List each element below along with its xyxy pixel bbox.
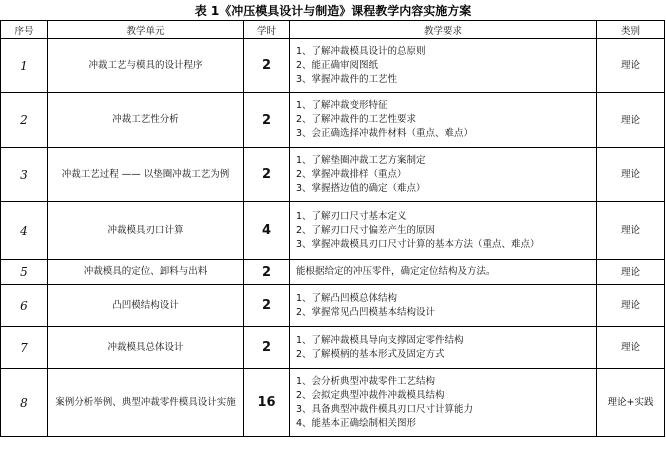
header-number: 序号	[1, 21, 48, 39]
table-row	[1, 93, 665, 148]
class-hours: 2	[244, 39, 290, 93]
requirement-item: 1、了解凸凹模总体结构	[296, 292, 398, 304]
teaching-requirements	[290, 327, 597, 369]
row-number: 7	[1, 327, 48, 369]
header-unit: 教学单元	[48, 21, 244, 39]
requirement-item: 1、了解冲裁模具导向支撑固定零件结构	[296, 334, 464, 346]
teaching-requirements	[290, 39, 597, 93]
teaching-unit: 案例分析举例、典型冲裁零件模具设计实施	[48, 369, 244, 437]
table-row	[1, 148, 665, 202]
requirement-item: 1、了解冲裁模具设计的总原则	[296, 45, 426, 57]
table-row	[1, 369, 665, 437]
header-requirements: 教学要求	[290, 21, 597, 39]
table-row	[1, 202, 665, 260]
teaching-requirements	[290, 148, 597, 202]
header-category: 类别	[597, 21, 665, 39]
table-row	[1, 327, 665, 369]
teaching-requirements	[290, 202, 597, 260]
row-number: 5	[1, 260, 48, 285]
requirement-item: 3、掌握搭边值的确定（难点）	[296, 182, 426, 194]
row-number: 2	[1, 93, 48, 148]
category: 理论	[597, 285, 665, 327]
requirement-item: 2、能正确审阅图纸	[296, 59, 379, 71]
requirement-item: 1、了解刃口尺寸基本定义	[296, 210, 407, 222]
row-number: 4	[1, 202, 48, 260]
teaching-unit: 冲裁模具刃口计算	[48, 202, 244, 260]
teaching-unit: 冲裁工艺与模具的设计程序	[48, 39, 244, 93]
requirement-item: 2、了解冲裁件的工艺性要求	[296, 114, 417, 125]
category: 理论	[597, 260, 665, 285]
category: 理论	[597, 93, 665, 148]
teaching-unit: 冲裁工艺过程 —— 以垫圈冲裁工艺为例	[48, 148, 244, 202]
category: 理论	[597, 148, 665, 202]
teaching-unit: 冲裁模具总体设计	[48, 327, 244, 369]
requirement-item: 3、掌握冲裁件的工艺性	[296, 73, 398, 85]
requirement-item: 1、了解冲裁变形特征	[296, 100, 388, 111]
table-row	[1, 260, 665, 285]
row-number: 8	[1, 369, 48, 437]
table-title: 表 1《冲压模具设计与制造》课程教学内容实施方案	[194, 4, 472, 18]
requirement-item: 1、会分析典型冲裁零件工艺结构	[296, 375, 436, 387]
category: 理论+实践	[597, 369, 665, 437]
teaching-requirements	[290, 369, 597, 437]
table-row	[1, 285, 665, 327]
teaching-unit: 凸凹模结构设计	[48, 285, 244, 327]
class-hours: 2	[244, 285, 290, 327]
course-plan-table	[0, 20, 665, 437]
class-hours: 2	[244, 148, 290, 202]
teaching-unit: 冲裁模具的定位、卸料与出料	[48, 260, 244, 285]
requirement-item: 3、掌握冲裁模具刃口尺寸计算的基本方法（重点、难点）	[296, 238, 540, 250]
header-hours: 学时	[244, 21, 290, 39]
requirement-item: 2、会拟定典型冲裁件冲裁模具结构	[296, 389, 445, 401]
class-hours: 2	[244, 327, 290, 369]
category: 理论	[597, 327, 665, 369]
category: 理论	[597, 202, 665, 260]
requirement-item: 2、掌握冲裁排样（重点）	[296, 168, 407, 180]
header-row	[1, 21, 665, 39]
class-hours: 4	[244, 202, 290, 260]
requirement-item: 3、会正确选择冲裁件材料（重点、难点）	[296, 128, 474, 139]
teaching-requirements	[290, 93, 597, 148]
teaching-unit: 冲裁工艺性分析	[48, 93, 244, 148]
row-number: 3	[1, 148, 48, 202]
category: 理论	[597, 39, 665, 93]
row-number: 1	[1, 39, 48, 93]
class-hours: 16	[244, 369, 290, 437]
class-hours: 2	[244, 260, 290, 285]
class-hours: 2	[244, 93, 290, 148]
requirement-item: 2、掌握常见凸凹模基本结构设计	[296, 306, 436, 318]
requirement-item: 能根据给定的冲压零件，确定定位结构及方法。	[296, 266, 496, 277]
teaching-requirements	[290, 285, 597, 327]
requirement-item: 2、了解刃口尺寸偏差产生的原因	[296, 224, 436, 236]
table-row	[1, 39, 665, 93]
row-number: 6	[1, 285, 48, 327]
requirement-item: 3、具备典型冲裁件模具刃口尺寸计算能力	[296, 403, 474, 415]
requirement-item: 4、能基本正确绘制相关图形	[296, 417, 417, 429]
requirement-item: 2、了解模柄的基本形式及固定方式	[296, 348, 445, 360]
requirement-item: 1、了解垫圈冲裁工艺方案制定	[296, 154, 426, 166]
teaching-requirements	[290, 260, 597, 285]
